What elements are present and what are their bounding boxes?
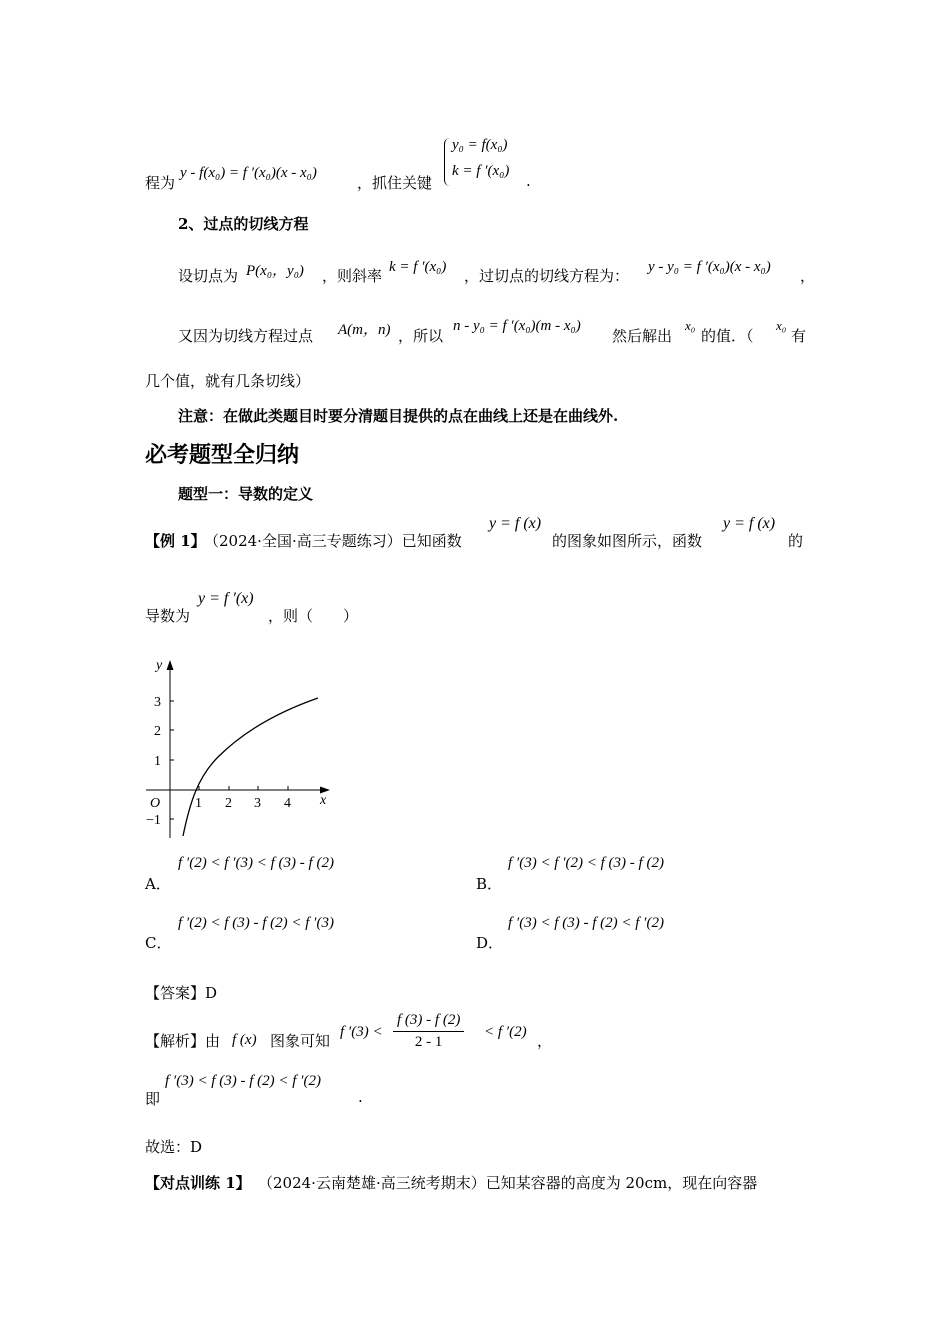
period: . xyxy=(526,172,531,190)
key-text: ，抓住关键 xyxy=(357,174,433,192)
analysis-fx: f (x) xyxy=(232,1032,257,1048)
point-a: A(m，n) xyxy=(338,322,391,338)
y-axis-label: y xyxy=(156,658,163,673)
result-inequality: f ′(3) < f (3) - f (2) < f ′(2) xyxy=(165,1073,321,1089)
example-text-1: 的图象如图所示，函数 xyxy=(552,532,703,550)
y-axis-arrow xyxy=(167,660,174,670)
example-text-2: 的 xyxy=(788,532,804,550)
drill-tag: 【对点训练 1】 xyxy=(145,1174,251,1192)
p2-text-c: 然后解出 xyxy=(612,327,673,345)
tangent-line-eq: y - y₀ = f ′(x₀)(x - x₀) xyxy=(648,259,771,275)
example-text-3: 导数为 xyxy=(145,607,191,625)
type-title: 题型一：导数的定义 xyxy=(178,485,314,503)
y-tick-label-2: 2 xyxy=(154,724,161,739)
option-c[interactable]: f ′(2) < f (3) - f (2) < f ′(3) xyxy=(178,915,334,931)
option-a-label[interactable]: A． xyxy=(145,875,171,893)
fraction-numerator: f (3) - f (2) xyxy=(393,1012,464,1032)
option-a[interactable]: f ′(2) < f ′(3) < f (3) - f (2) xyxy=(178,855,334,871)
option-b-label[interactable]: B． xyxy=(476,875,503,893)
function-expr-2: y = f (x) xyxy=(723,515,776,532)
ineq-left: f ′(3) < xyxy=(340,1024,383,1040)
line-prefix: 程为 xyxy=(145,174,176,192)
p2-text-b: ，所以 xyxy=(398,327,444,345)
page-heading: 必考题型全归纳 xyxy=(145,442,300,468)
drill-text: （2024·云南楚雄·高三统考期末）已知某容器的高度为 20cm，现在向容器 xyxy=(258,1174,758,1192)
x0-symbol: x₀ xyxy=(685,318,696,333)
analysis-tag: 【解析】由 xyxy=(145,1032,221,1050)
example-source: （2024·全国·高三专题练习）已知函数 xyxy=(204,532,462,550)
x-tick-label-1: 1 xyxy=(195,796,202,811)
p1-text-d: ， xyxy=(800,267,816,285)
fraction-denominator: 2 - 1 xyxy=(414,1034,443,1050)
option-d[interactable]: f ′(3) < f (3) - f (2) < f ′(2) xyxy=(508,915,664,931)
x-tick-label-2: 2 xyxy=(225,796,232,811)
analysis-text: 图象可知 xyxy=(270,1032,331,1050)
function-expr: y = f (x) xyxy=(489,515,542,532)
p3-text: 几个值，就有几条切线） xyxy=(145,372,311,390)
p2-text-a: 又因为切线方程过点 xyxy=(178,327,314,345)
function-graph xyxy=(138,652,338,844)
y-tick-label-1: 1 xyxy=(154,754,161,769)
x-axis-label: x xyxy=(320,793,327,808)
p1-text-b: ，则斜率 xyxy=(322,267,383,285)
option-d-label[interactable]: D． xyxy=(476,934,504,952)
x-tick-label-4: 4 xyxy=(284,796,291,811)
x0-symbol-2: x₀ xyxy=(776,318,787,333)
pass-point-eq: n - y₀ = f ′(x₀)(m - x₀) xyxy=(453,318,581,334)
tangent-point: P(x₀，y₀) xyxy=(246,263,304,279)
analysis-comma: ， xyxy=(537,1032,553,1050)
ji-text: 即 xyxy=(145,1090,161,1108)
derivative-expr: y = f ′(x) xyxy=(198,590,254,607)
origin-label: O xyxy=(150,796,161,811)
p2-text-e: 有 xyxy=(791,327,807,345)
example-text-4: ，则（ ） xyxy=(268,607,359,625)
p1-text-a: 设切点为 xyxy=(178,267,239,285)
system-row-2: k = f ′(x₀) xyxy=(452,163,510,179)
answer-label: 【答案】D xyxy=(145,984,218,1002)
p2-text-d: 的值．（ xyxy=(701,327,754,345)
example-tag: 【例 1】 xyxy=(145,532,206,550)
difference-fraction xyxy=(393,1012,464,1051)
option-c-label[interactable]: C． xyxy=(145,934,172,952)
tangent-equation: y - f(x₀) = f ′(x₀)(x - x₀) xyxy=(180,165,317,181)
y-tick-label-neg1: −1 xyxy=(146,813,161,828)
note-text: 注意：在做此类题目时要分清题目提供的点在曲线上还是在曲线外. xyxy=(178,407,619,425)
section-title: 2、过点的切线方程 xyxy=(178,215,309,233)
x-tick-label-3: 3 xyxy=(254,796,261,811)
system-row-1: y₀ = f(x₀) xyxy=(452,137,508,153)
option-b[interactable]: f ′(3) < f ′(2) < f (3) - f (2) xyxy=(508,855,664,871)
system-brace xyxy=(444,138,451,186)
result-end: . xyxy=(358,1088,363,1106)
function-curve xyxy=(183,698,318,836)
y-tick-label-3: 3 xyxy=(154,695,161,710)
final-choice: 故选：D xyxy=(145,1138,203,1156)
p1-text-c: ，过切点的切线方程为： xyxy=(464,267,630,285)
slope-expr: k = f ′(x₀) xyxy=(389,259,447,275)
ineq-right: < f ′(2) xyxy=(484,1024,527,1040)
